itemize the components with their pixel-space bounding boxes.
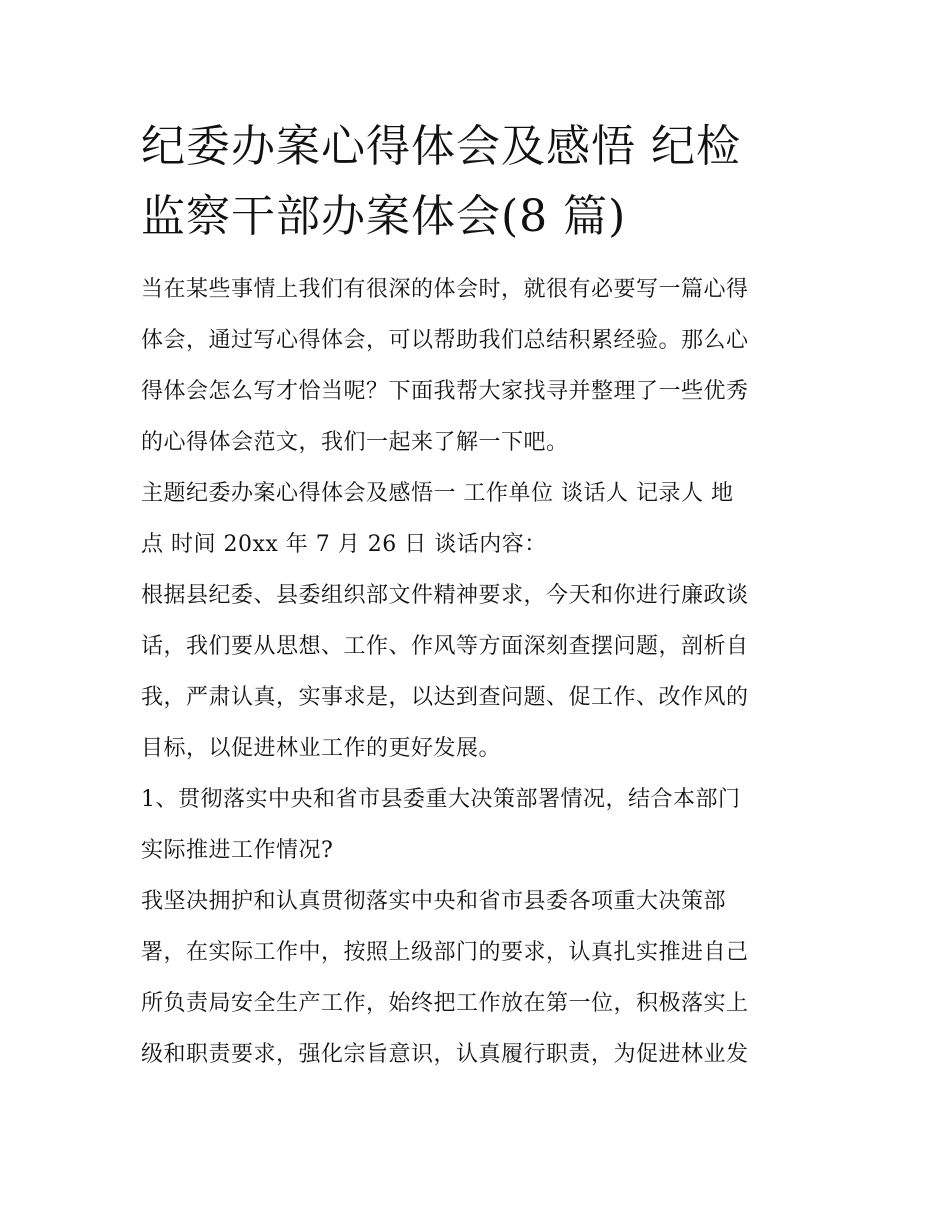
title-line-2: 监察干部办案体会(8 篇) — [141, 191, 627, 242]
paragraph-intro — [141, 264, 816, 468]
paragraph-line: 主题纪委办案心得体会及感悟一 工作单位 谈话人 记录人 地 — [141, 481, 734, 506]
paragraph-line: 话，我们要从思想、工作、作风等方面深刻查摆问题，剖析自 — [141, 634, 749, 659]
paragraph-line: 根据县纪委、县委组织部文件精神要求，今天和你进行廉政谈 — [141, 583, 749, 608]
paragraph-line: 得体会怎么写才恰当呢？下面我帮大家找寻并整理了一些优秀 — [141, 379, 749, 404]
paragraph-answer-1 — [141, 876, 816, 1080]
paragraph-line: 当在某些事情上我们有很深的体会时，就很有必要写一篇心得 — [141, 277, 749, 302]
paragraph-line: 我坚决拥护和认真贯彻落实中央和省市县委各项重大决策部 — [141, 889, 727, 914]
paragraph-line: 1、贯彻落实中央和省市县委重大决策部署情况，结合本部门 — [141, 787, 741, 812]
paragraph-line: 目标，以促进林业工作的更好发展。 — [141, 736, 502, 761]
paragraph-line: 我，严肃认真，实事求是，以达到查问题、促工作、改作风的 — [141, 685, 749, 710]
paragraph-question-1 — [141, 774, 816, 876]
paragraph-line: 体会，通过写心得体会，可以帮助我们总结积累经验。那么心 — [141, 328, 749, 353]
paragraph-line: 的心得体会范文，我们一起来了解一下吧。 — [141, 430, 569, 455]
paragraph-basis — [141, 570, 816, 774]
paragraph-line: 点 时间 20xx 年 7 月 26 日 谈话内容： — [141, 532, 547, 557]
title-line-1: 纪委办案心得体会及感悟 纪检 — [141, 121, 741, 172]
paragraph-subject — [141, 468, 816, 570]
paragraph-line: 级和职责要求，强化宗旨意识，认真履行职责，为促进林业发 — [141, 1042, 749, 1067]
paragraph-line: 所负责局安全生产工作，始终把工作放在第一位，积极落实上 — [141, 991, 749, 1016]
document-body — [141, 112, 816, 1080]
paragraph-line: 实际推进工作情况? — [141, 838, 334, 863]
paragraph-line: 署，在实际工作中，按照上级部门的要求，认真扎实推进自己 — [141, 940, 749, 965]
document-title — [141, 112, 816, 252]
